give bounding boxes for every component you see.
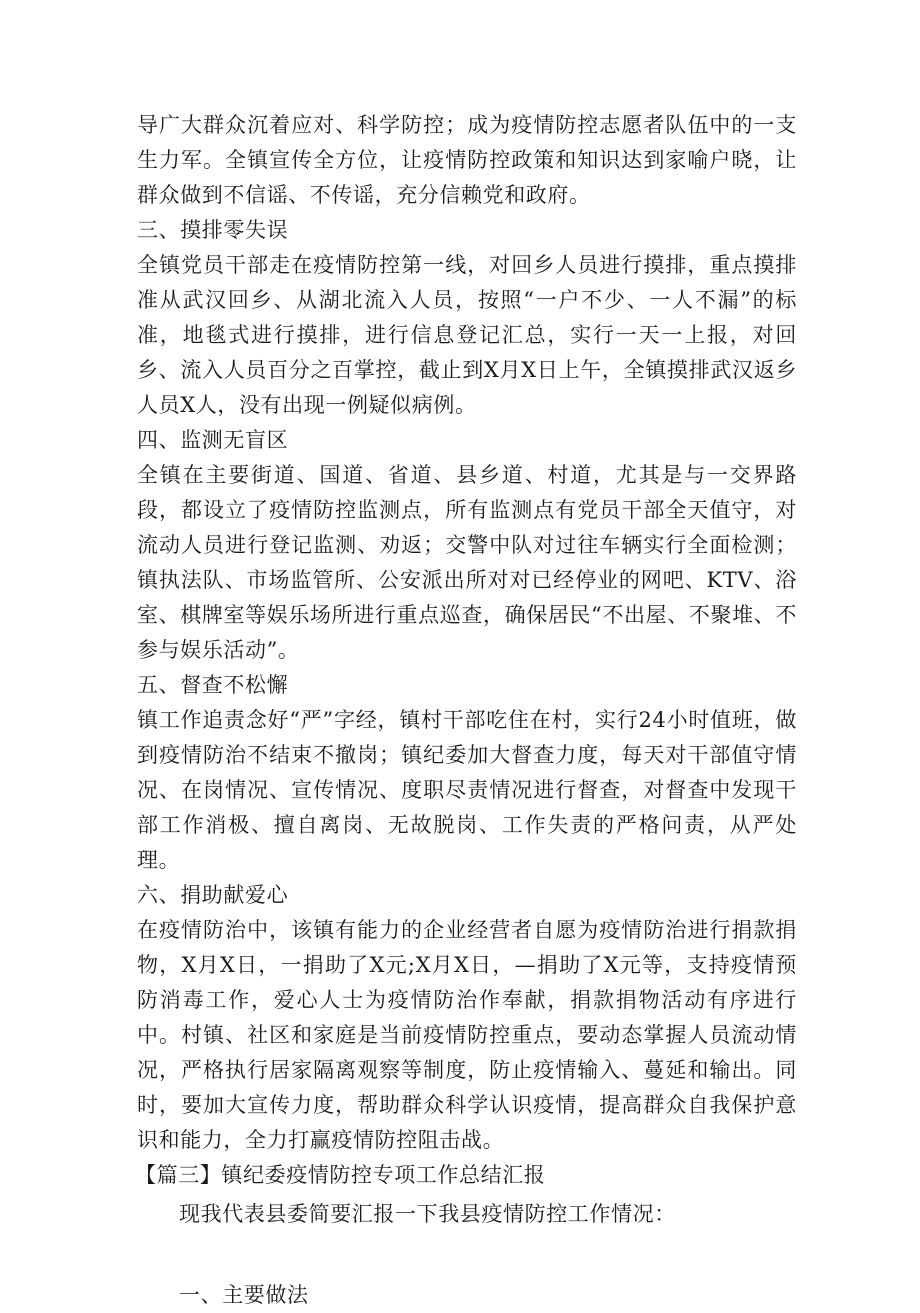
article-title: 【篇三】镇纪委疫情防控专项工作总结汇报 xyxy=(135,1163,546,1187)
section-heading-5: 五、督查不松懈 xyxy=(137,673,289,697)
paragraph-publicity: 导广大群众沉着应对、科学防控；成为疫情防控志愿者队伍中的一支生力军。全镇宣传全方位，让疫情防控政策和知识达到家喻户晓，让群众做到不信谣、不传谣，充分信赖党和政府。 xyxy=(137,113,797,207)
section-heading-4: 四、监测无盲区 xyxy=(137,428,289,452)
paragraph-monitoring: 全镇在主要街道、国道、省道、县乡道、村道，尤其是与一交界路段，都设立了疫情防控监测点，所有监测点有党员干部全天值守，对流动人员进行登记监测、劝返；交警中队对过往车辆实行全面检测；镇执法队、市场监管所、公安派出所对对已经停业的网吧、KTV、浴室、棋牌室等娱乐场所进行重点巡查，确保居民“不出屋、不聚堆、不参与娱乐活动”。 xyxy=(137,463,797,662)
document-body xyxy=(137,108,797,1313)
intro-paragraph: 现我代表县委简要汇报一下我县疫情防控工作情况： xyxy=(179,1202,676,1226)
section-heading-3: 三、摸排零失误 xyxy=(137,218,289,242)
sub-heading-main-practices: 一、主要做法 xyxy=(179,1283,309,1307)
paragraph-supervision: 镇工作追责念好“严”字经，镇村干部吃住在村，实行24小时值班，做到疫情防治不结束不撤岗；镇纪委加大督查力度，每天对干部值守情况、在岗情况、宣传情况、度职尽责情况进行督查，对督查中发现干部工作消极、擅自离岗、无故脱岗、工作失责的严格问责，从严处理。 xyxy=(137,708,797,872)
section-heading-6: 六、捐助献爱心 xyxy=(137,883,289,907)
paragraph-screening: 全镇党员干部走在疫情防控第一线，对回乡人员进行摸排，重点摸排准从武汉回乡、从湖北流入人员，按照“一户不少、一人不漏”的标准，地毯式进行摸排，进行信息登记汇总，实行一天一上报，对回乡、流入人员百分之百掌控，截止到X月X日上午，全镇摸排武汉返乡人员X人，没有出现一例疑似病例。 xyxy=(137,253,797,417)
paragraph-donation: 在疫情防治中，该镇有能力的企业经营者自愿为疫情防治进行捐款捐物，X月X日，一捐助了X元;X月X日，—捐助了X元等，支持疫情预防消毒工作，爱心人士为疫情防治作奉献，捐款捐物活动有序进行中。村镇、社区和家庭是当前疫情防控重点，要动态掌握人员流动情况，严格执行居家隔离观察等制度，防止疫情输入、蔓延和输出。同时，要加大宣传力度，帮助群众科学认识疫情，提高群众自我保护意识和能力，全力打赢疫情防控阻击战。 xyxy=(137,918,797,1152)
